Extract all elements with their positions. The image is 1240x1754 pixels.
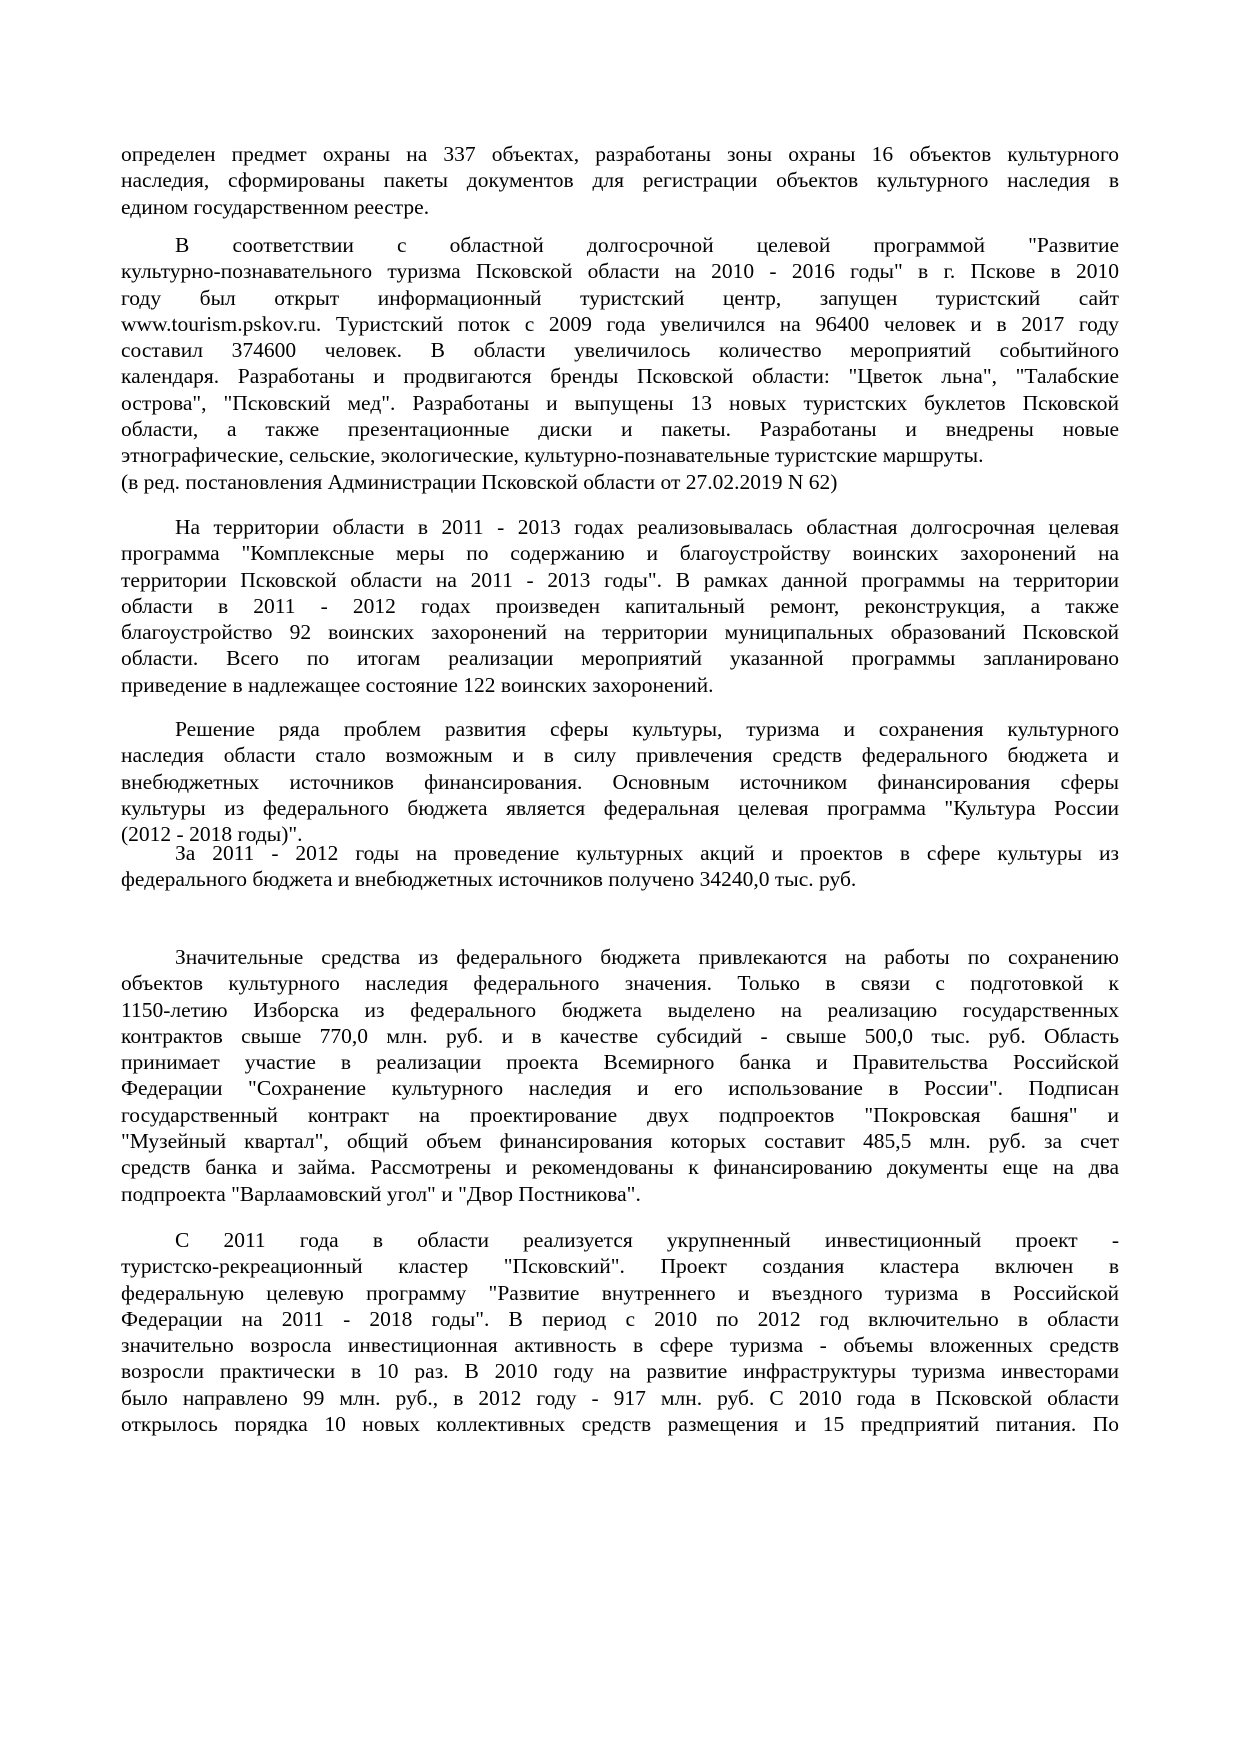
text-line: За 2011 - 2012 годы на проведение культурных акций и проектов в сфере культуры из — [175, 841, 1119, 865]
text-line: области. Всего по итогам реализации мероприятий указанной программы запланировано — [121, 646, 1119, 671]
text-line: Федерации на 2011 - 2018 годы". В период с 2010 по 2012 год включительно в области — [121, 1306, 1119, 1331]
text-line: федеральную целевую программу "Развитие внутреннего и въездного туризма в Российской — [121, 1280, 1119, 1305]
text-line: Решение ряда проблем развития сферы культуры, туризма и сохранения культурного — [175, 717, 1119, 741]
text-line: году был открыт информационный туристский центр, запущен туристский сайт — [121, 285, 1119, 310]
text-line: Федерации "Сохранение культурного наследия и его использование в России". Подписан — [121, 1076, 1119, 1101]
text-line: было направлено 99 млн. руб., в 2012 году - 917 млн. руб. С 2010 года в Псковской области — [121, 1385, 1119, 1410]
amendment-note: (в ред. постановления Администрации Псковской области от 27.02.2019 N 62) — [121, 469, 838, 494]
text-line: острова", "Псковский мед". Разработаны и выпущены 13 новых туристских буклетов Псковской — [121, 390, 1119, 415]
paragraph — [121, 716, 1119, 847]
paragraph — [121, 232, 1119, 495]
text-line: составил 374600 человек. В области увеличилось количество мероприятий событийного — [121, 338, 1119, 363]
paragraph — [121, 840, 1119, 893]
text-line: федерального бюджета и внебюджетных источников получено 34240,0 тыс. руб. — [121, 867, 857, 892]
text-line: наследия области стало возможным и в силу привлечения средств федерального бюджета и — [121, 743, 1119, 768]
text-line: В соответствии с областной долгосрочной целевой программой "Развитие — [175, 233, 1119, 257]
text-line: контрактов свыше 770,0 млн. руб. и в качестве субсидий - свыше 500,0 тыс. руб. Область — [121, 1023, 1119, 1048]
text-line: www.tourism.pskov.ru. Туристский поток с 2009 года увеличился на 96400 человек и в 2017 году — [121, 311, 1119, 336]
text-line: внебюджетных источников финансирования. Основным источником финансирования сферы — [121, 769, 1119, 794]
text-line: наследия, сформированы пакеты документов для регистрации объектов культурного наследия в — [121, 168, 1119, 193]
text-line: этнографические, сельские, экологические, культурно-познавательные туристские маршруты. — [121, 443, 984, 468]
paragraph — [121, 514, 1119, 698]
text-line: едином государственном реестре. — [121, 194, 430, 219]
text-line: благоустройство 92 воинских захоронений на территории муниципальных образований Псковской — [121, 620, 1119, 645]
text-line: С 2011 года в области реализуется укрупненный инвестиционный проект - — [175, 1228, 1119, 1252]
paragraph — [121, 141, 1119, 220]
text-line: возросли практически в 10 раз. В 2010 году на развитие инфраструктуры туризма инвесторами — [121, 1359, 1119, 1384]
text-line: определен предмет охраны на 337 объектах, разработаны зоны охраны 16 объектов культурного — [121, 142, 1119, 166]
paragraph — [121, 944, 1119, 1207]
text-line: средств банка и займа. Рассмотрены и рекомендованы к финансированию документы еще на два — [121, 1155, 1119, 1180]
text-line: программа "Комплексные меры по содержанию и благоустройству воинских захоронений на — [121, 541, 1119, 566]
text-line: области, а также презентационные диски и пакеты. Разработаны и внедрены новые — [121, 417, 1119, 442]
text-line: культуры из федерального бюджета является федеральная целевая программа "Культура России — [121, 795, 1119, 820]
text-line: На территории области в 2011 - 2013 годах реализовывалась областная долгосрочная целевая — [175, 515, 1119, 539]
text-line: принимает участие в реализации проекта Всемирного банка и Правительства Российской — [121, 1050, 1119, 1075]
text-line: 1150-летию Изборска из федерального бюджета выделено на реализацию государственных — [121, 997, 1119, 1022]
text-line: приведение в надлежащее состояние 122 воинских захоронений. — [121, 672, 714, 697]
text-line: значительно возросла инвестиционная активность в сфере туризма - объемы вложенных средств — [121, 1333, 1119, 1358]
text-line: объектов культурного наследия федерального значения. Только в связи с подготовкой к — [121, 971, 1119, 996]
paragraph — [121, 1227, 1119, 1437]
text-line: области в 2011 - 2012 годах произведен капитальный ремонт, реконструкция, а также — [121, 593, 1119, 618]
text-line: календаря. Разработаны и продвигаются бренды Псковской области: "Цветок льна", "Талабские — [121, 364, 1119, 389]
text-line: государственный контракт на проектирование двух подпроектов "Покровская башня" и — [121, 1102, 1119, 1127]
text-line: культурно-познавательного туризма Псковской области на 2010 - 2016 годы" в г. Пскове в 2010 — [121, 259, 1119, 284]
text-line: Значительные средства из федерального бюджета привлекаются на работы по сохранению — [175, 945, 1119, 969]
text-line: территории Псковской области на 2011 - 2013 годы". В рамках данной программы на территории — [121, 567, 1119, 592]
text-line: "Музейный квартал", общий объем финансирования которых составит 485,5 млн. руб. за счет — [121, 1129, 1119, 1154]
text-line: открылось порядка 10 новых коллективных средств размещения и 15 предприятий питания. По — [121, 1412, 1119, 1437]
text-line: туристско-рекреационный кластер "Псковский". Проект создания кластера включен в — [121, 1254, 1119, 1279]
text-line: (2012 - 2018 годы)". — [121, 822, 303, 847]
text-line: подпроекта "Варлаамовский угол" и "Двор Постникова". — [121, 1181, 641, 1206]
